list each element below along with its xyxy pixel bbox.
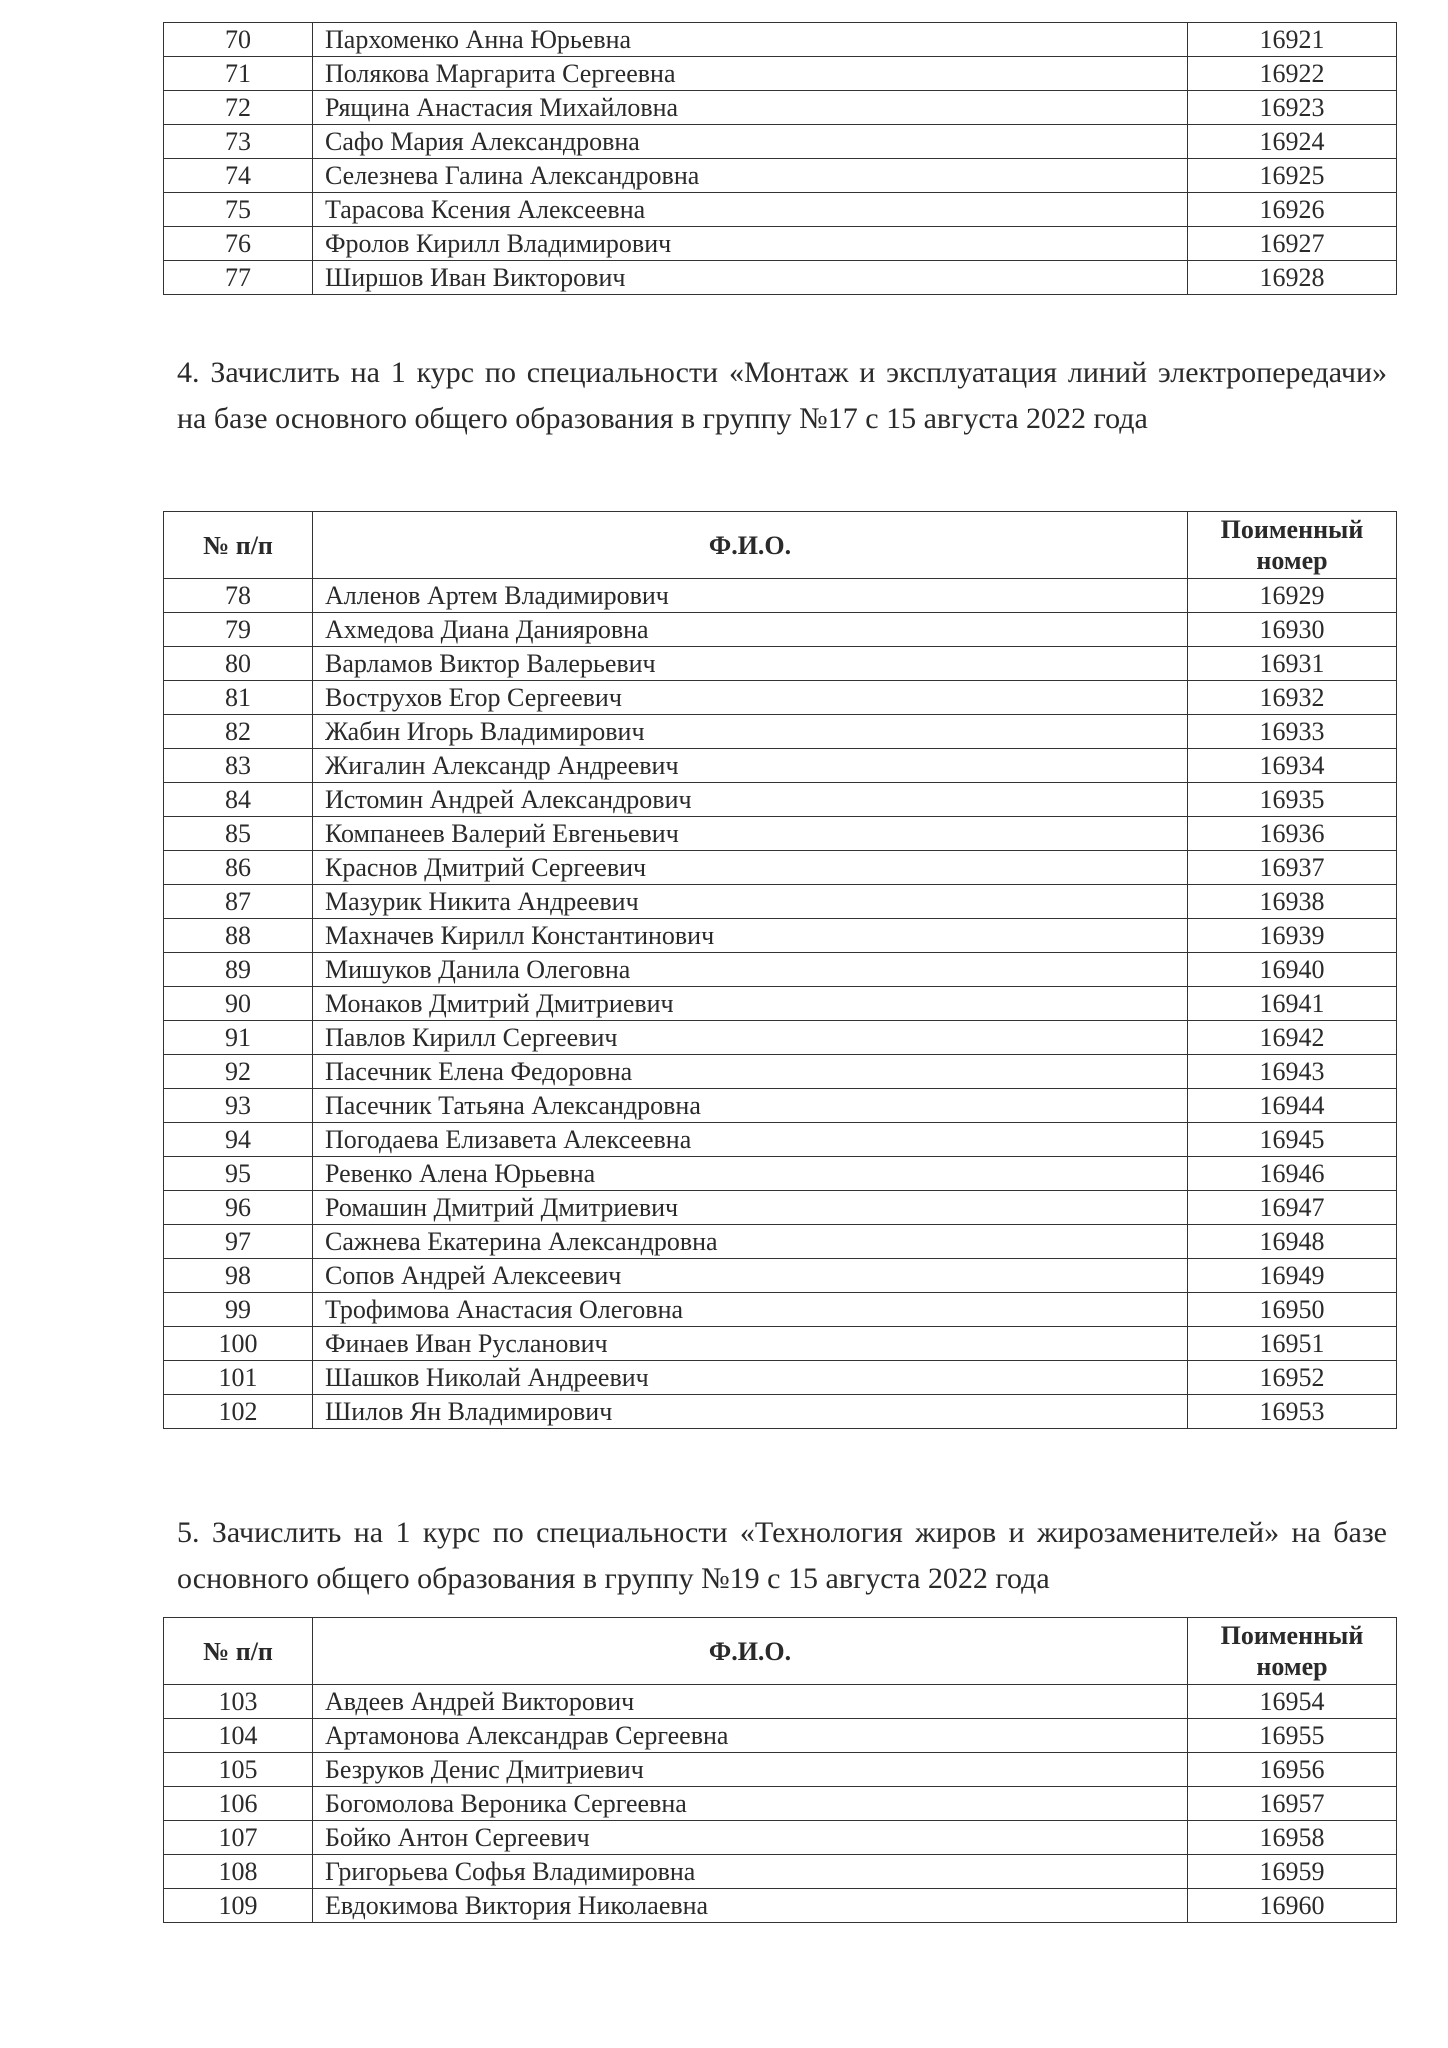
registration-number: 16932	[1188, 681, 1397, 715]
registration-number: 16940	[1188, 953, 1397, 987]
table-row	[164, 1293, 1397, 1327]
registration-number: 16936	[1188, 817, 1397, 851]
student-name: Тарасова Ксения Алексеевна	[313, 193, 1188, 227]
table-row	[164, 23, 1397, 57]
students-table-group-17	[163, 511, 1397, 1429]
table-row	[164, 851, 1397, 885]
registration-number: 16951	[1188, 1327, 1397, 1361]
table-row	[164, 1361, 1397, 1395]
row-number: 98	[164, 1259, 313, 1293]
student-name: Сопов Андрей Алексеевич	[313, 1259, 1188, 1293]
table-row	[164, 613, 1397, 647]
registration-number: 16938	[1188, 885, 1397, 919]
table-row	[164, 1685, 1397, 1719]
row-number: 100	[164, 1327, 313, 1361]
row-number: 85	[164, 817, 313, 851]
student-name: Мазурик Никита Андреевич	[313, 885, 1188, 919]
registration-number: 16931	[1188, 647, 1397, 681]
row-number: 108	[164, 1855, 313, 1889]
row-number: 94	[164, 1123, 313, 1157]
registration-number: 16949	[1188, 1259, 1397, 1293]
table-row	[164, 1259, 1397, 1293]
row-number: 101	[164, 1361, 313, 1395]
registration-number: 16941	[1188, 987, 1397, 1021]
row-number: 105	[164, 1753, 313, 1787]
registration-number: 16922	[1188, 57, 1397, 91]
row-number: 102	[164, 1395, 313, 1429]
student-name: Шашков Николай Андреевич	[313, 1361, 1188, 1395]
student-name: Погодаева Елизавета Алексеевна	[313, 1123, 1188, 1157]
table-row	[164, 1225, 1397, 1259]
student-name: Алленов Артем Владимирович	[313, 579, 1188, 613]
registration-number: 16923	[1188, 91, 1397, 125]
registration-number: 16958	[1188, 1821, 1397, 1855]
student-name: Жабин Игорь Владимирович	[313, 715, 1188, 749]
table-row	[164, 987, 1397, 1021]
header-number: № п/п	[164, 512, 313, 579]
table-row	[164, 919, 1397, 953]
registration-number: 16937	[1188, 851, 1397, 885]
section-4-order-text: 4. Зачислить на 1 курс по специальности «Монтаж и эксплуатация линий электропередачи» на базе основного общего образования в группу №17 с 15 августа 2022 года	[177, 356, 1387, 435]
row-number: 70	[164, 23, 313, 57]
student-name: Авдеев Андрей Викторович	[313, 1685, 1188, 1719]
header-number: № п/п	[164, 1618, 313, 1685]
student-name: Ревенко Алена Юрьевна	[313, 1157, 1188, 1191]
table-row	[164, 159, 1397, 193]
table-row	[164, 1157, 1397, 1191]
row-number: 72	[164, 91, 313, 125]
row-number: 73	[164, 125, 313, 159]
registration-number: 16953	[1188, 1395, 1397, 1429]
row-number: 91	[164, 1021, 313, 1055]
student-name: Трофимова Анастасия Олеговна	[313, 1293, 1188, 1327]
registration-number: 16929	[1188, 579, 1397, 613]
student-name: Краснов Дмитрий Сергеевич	[313, 851, 1188, 885]
row-number: 86	[164, 851, 313, 885]
registration-number: 16927	[1188, 227, 1397, 261]
student-name: Бойко Антон Сергеевич	[313, 1821, 1188, 1855]
registration-number: 16926	[1188, 193, 1397, 227]
student-name: Компанеев Валерий Евгеньевич	[313, 817, 1188, 851]
row-number: 90	[164, 987, 313, 1021]
registration-number: 16947	[1188, 1191, 1397, 1225]
student-name: Финаев Иван Русланович	[313, 1327, 1188, 1361]
student-name: Григорьева Софья Владимировна	[313, 1855, 1188, 1889]
table-row	[164, 227, 1397, 261]
registration-number: 16944	[1188, 1089, 1397, 1123]
row-number: 104	[164, 1719, 313, 1753]
row-number: 97	[164, 1225, 313, 1259]
registration-number: 16921	[1188, 23, 1397, 57]
table-row	[164, 749, 1397, 783]
row-number: 81	[164, 681, 313, 715]
row-number: 71	[164, 57, 313, 91]
registration-number: 16928	[1188, 261, 1397, 295]
row-number: 107	[164, 1821, 313, 1855]
section-5-order-text: 5. Зачислить на 1 курс по специальности «Технология жиров и жирозаменителей» на базе основного общего образования в группу №19 с 15 августа 2022 года	[177, 1516, 1387, 1595]
row-number: 87	[164, 885, 313, 919]
row-number: 77	[164, 261, 313, 295]
table-row	[164, 647, 1397, 681]
table-row	[164, 193, 1397, 227]
table-row	[164, 1327, 1397, 1361]
student-name: Полякова Маргарита Сергеевна	[313, 57, 1188, 91]
registration-number: 16959	[1188, 1855, 1397, 1889]
table-row	[164, 579, 1397, 613]
table-row	[164, 1753, 1397, 1787]
registration-number: 16956	[1188, 1753, 1397, 1787]
registration-number: 16955	[1188, 1719, 1397, 1753]
table-row	[164, 1855, 1397, 1889]
student-name: Рящина Анастасия Михайловна	[313, 91, 1188, 125]
registration-number: 16957	[1188, 1787, 1397, 1821]
row-number: 103	[164, 1685, 313, 1719]
student-name: Артамонова Александрав Сергеевна	[313, 1719, 1188, 1753]
row-number: 109	[164, 1889, 313, 1923]
students-table-group-19	[163, 1617, 1397, 1923]
row-number: 78	[164, 579, 313, 613]
table-row	[164, 1089, 1397, 1123]
student-name: Павлов Кирилл Сергеевич	[313, 1021, 1188, 1055]
table-row	[164, 885, 1397, 919]
row-number: 106	[164, 1787, 313, 1821]
table-header-row	[164, 512, 1397, 579]
registration-number: 16946	[1188, 1157, 1397, 1191]
header-registration-number: Поименный номер	[1188, 1618, 1397, 1685]
registration-number: 16934	[1188, 749, 1397, 783]
header-full-name: Ф.И.О.	[313, 512, 1188, 579]
table-row	[164, 1787, 1397, 1821]
registration-number: 16939	[1188, 919, 1397, 953]
row-number: 92	[164, 1055, 313, 1089]
registration-number: 16935	[1188, 783, 1397, 817]
row-number: 93	[164, 1089, 313, 1123]
student-name: Сафо Мария Александровна	[313, 125, 1188, 159]
registration-number: 16924	[1188, 125, 1397, 159]
registration-number: 16954	[1188, 1685, 1397, 1719]
registration-number: 16960	[1188, 1889, 1397, 1923]
row-number: 83	[164, 749, 313, 783]
student-name: Пархоменко Анна Юрьевна	[313, 23, 1188, 57]
student-name: Селезнева Галина Александровна	[313, 159, 1188, 193]
table-row	[164, 91, 1397, 125]
table1-body	[164, 23, 1397, 295]
registration-number: 16925	[1188, 159, 1397, 193]
table-row	[164, 953, 1397, 987]
header-registration-number: Поименный номер	[1188, 512, 1397, 579]
row-number: 88	[164, 919, 313, 953]
table-row	[164, 125, 1397, 159]
row-number: 95	[164, 1157, 313, 1191]
row-number: 79	[164, 613, 313, 647]
registration-number: 16930	[1188, 613, 1397, 647]
row-number: 80	[164, 647, 313, 681]
student-name: Безруков Денис Дмитриевич	[313, 1753, 1188, 1787]
student-name: Истомин Андрей Александрович	[313, 783, 1188, 817]
registration-number: 16945	[1188, 1123, 1397, 1157]
table-row	[164, 1021, 1397, 1055]
row-number: 74	[164, 159, 313, 193]
student-name: Фролов Кирилл Владимирович	[313, 227, 1188, 261]
table-header-row	[164, 1618, 1397, 1685]
table-row	[164, 817, 1397, 851]
registration-number: 16943	[1188, 1055, 1397, 1089]
table-row	[164, 1719, 1397, 1753]
student-name: Шилов Ян Владимирович	[313, 1395, 1188, 1429]
student-name: Варламов Виктор Валерьевич	[313, 647, 1188, 681]
table-row	[164, 1191, 1397, 1225]
registration-number: 16950	[1188, 1293, 1397, 1327]
table-row	[164, 1889, 1397, 1923]
table3-body	[164, 1685, 1397, 1923]
student-name: Пасечник Елена Федоровна	[313, 1055, 1188, 1089]
table-row	[164, 783, 1397, 817]
student-name: Мишуков Данила Олеговна	[313, 953, 1188, 987]
table-row	[164, 1395, 1397, 1429]
student-name: Сажнева Екатерина Александровна	[313, 1225, 1188, 1259]
registration-number: 16948	[1188, 1225, 1397, 1259]
row-number: 76	[164, 227, 313, 261]
row-number: 89	[164, 953, 313, 987]
student-name: Ахмедова Диана Данияровна	[313, 613, 1188, 647]
student-name: Ромашин Дмитрий Дмитриевич	[313, 1191, 1188, 1225]
row-number: 99	[164, 1293, 313, 1327]
students-table-group-previous	[163, 22, 1397, 295]
table-row	[164, 715, 1397, 749]
table-row	[164, 1055, 1397, 1089]
table-row	[164, 57, 1397, 91]
table-row	[164, 1123, 1397, 1157]
table-row	[164, 261, 1397, 295]
student-name: Пасечник Татьяна Александровна	[313, 1089, 1188, 1123]
table2-body	[164, 579, 1397, 1429]
registration-number: 16942	[1188, 1021, 1397, 1055]
student-name: Ширшов Иван Викторович	[313, 261, 1188, 295]
table-row	[164, 1821, 1397, 1855]
row-number: 82	[164, 715, 313, 749]
table-row	[164, 681, 1397, 715]
row-number: 75	[164, 193, 313, 227]
student-name: Жигалин Александр Андреевич	[313, 749, 1188, 783]
row-number: 84	[164, 783, 313, 817]
student-name: Богомолова Вероника Сергеевна	[313, 1787, 1188, 1821]
registration-number: 16933	[1188, 715, 1397, 749]
registration-number: 16952	[1188, 1361, 1397, 1395]
student-name: Монаков Дмитрий Дмитриевич	[313, 987, 1188, 1021]
student-name: Махначев Кирилл Константинович	[313, 919, 1188, 953]
student-name: Евдокимова Виктория Николаевна	[313, 1889, 1188, 1923]
student-name: Вострухов Егор Сергеевич	[313, 681, 1188, 715]
row-number: 96	[164, 1191, 313, 1225]
header-full-name: Ф.И.О.	[313, 1618, 1188, 1685]
